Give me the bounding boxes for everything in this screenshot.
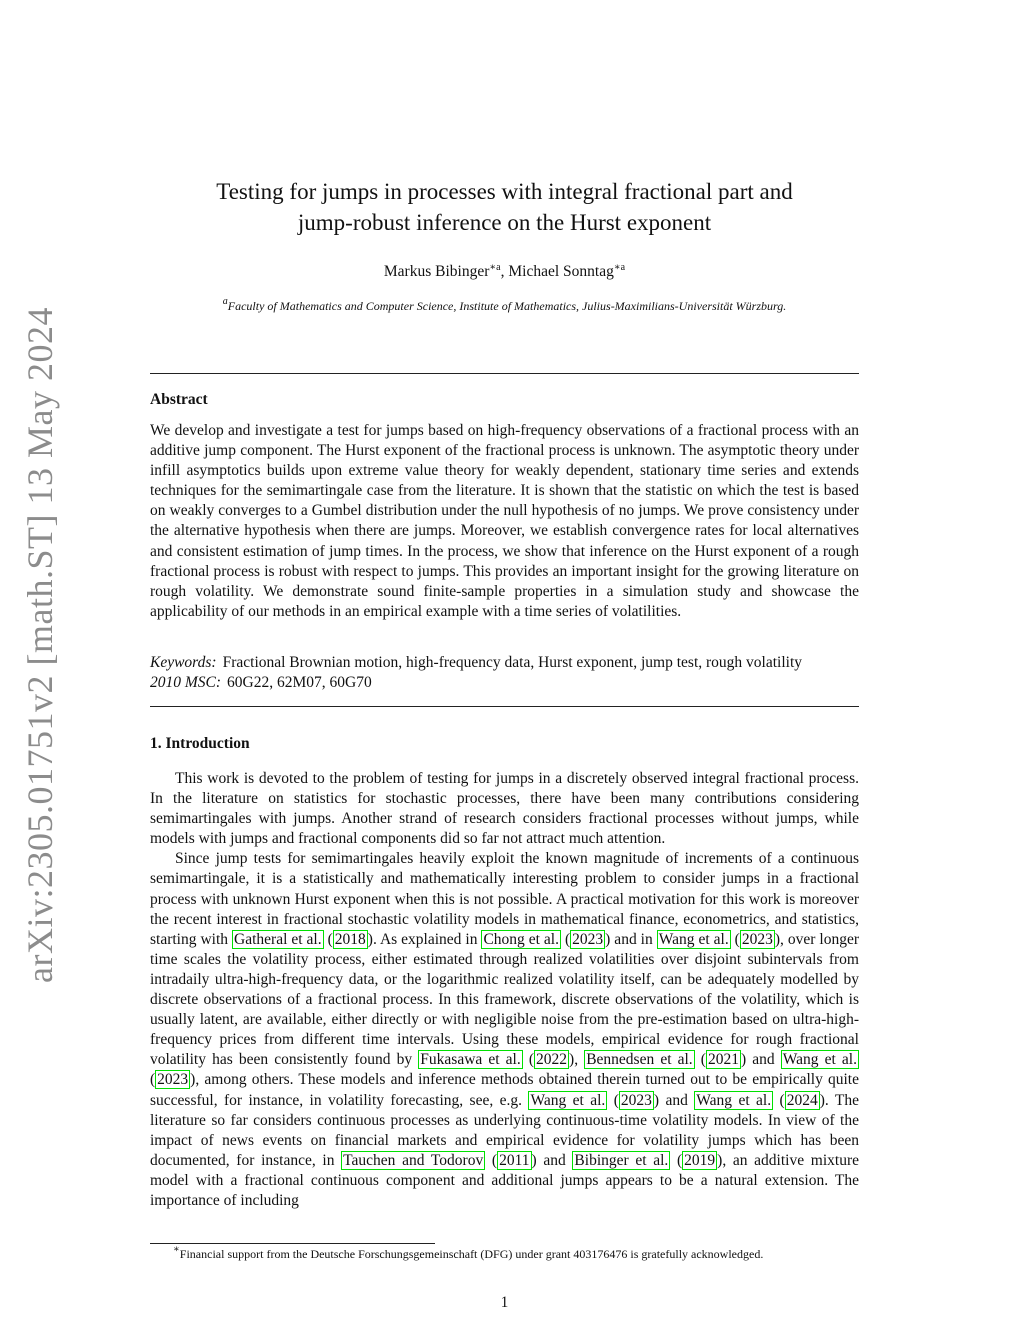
text-run: and [536,1151,573,1169]
author-2: Michael Sonntag [508,263,614,280]
arxiv-id: arXiv:2305.01751v2 [math.ST] 13 May 2024 [20,307,60,983]
citation-year-link[interactable]: 2024 [786,1091,818,1109]
intro-paragraph-1: This work is devoted to the problem of testing for jumps in a discretely observed integral fractional process. In the literature on statistics for stochastic processes, there have been many contributions considering semimartingales with jumps. Another strand of research considers fractional processes without jumps, while models with jumps and fractional components did so far not attract much attention. [150,770,859,848]
msc-text: 60G22, 62M07, 60G70 [227,674,372,692]
affiliation-mark: a [222,296,228,307]
footnote-text: Financial support from the Deutsche Forschungsgemeinschaft (DFG) under grant 403176476 is gratefully acknowledged. [179,1247,764,1261]
msc-label: 2010 MSC: [150,674,222,692]
citation-year-link[interactable]: 2022 [536,1051,568,1069]
introduction-body [150,769,859,1211]
affiliation-text: Faculty of Mathematics and Computer Science, Institute of Mathematics, Julius-Maximilians-Universität Würzburg. [227,299,787,313]
affiliation [150,298,859,314]
text-run: , an additive mixture model with a fractional continuous component and additional jumps appears to be a natural extension. The importance of including [150,1151,860,1209]
msc-line [150,673,859,693]
text-run: Since jump tests for semimartingales heavily exploit the known magnitude of increments of a continuous semimartingale, it is a statistically and mathematically interesting problem to consider jumps in a fractional process with unknown Hurst exponent when this is not possible. A practical motivation for this work is moreover the recent interest in fractional stochastic volatility models in mathematical finance, econometrics, and statistics, starting with [150,850,859,948]
author-1-marks: ∗a [489,262,501,273]
citation-year-link[interactable]: 2019 [684,1151,716,1169]
abstract-heading: Abstract [150,391,208,408]
citation-year-link[interactable]: 2023 [572,930,604,948]
text-run: . The literature so far considers continuous processes as underlying continuous-time volatility models. In view of the impact of news events on financial markets and empirical evidence for volatility jumps which has been documented, for instance, in [150,1091,859,1169]
author-separator: , [500,263,509,280]
abstract-text: We develop and investigate a test for jumps based on high-frequency observations of a fractional process with an additive jump component. The Hurst exponent of the fractional process is unknown. The asymptotic theory under infill asymptotics builds upon extreme value theory for weakly dependent, stationary time series and extends techniques for the semimartingale case from the literature. It is shown that the statistic on which the test is based on weakly converges to a Gumbel distribution under the null hypothesis of no jumps. We prove consistency under the alternative hypothesis when there are jumps. Moreover, we establish convergence rates for local alternatives and consistent estimation of jump times. In the process, we show that inference on the Hurst exponent of a rough fractional process is robust with respect to jumps. This provides an important insight for the growing literature on rough volatility. We demonstrate sound finite-sample properties in a simulation study and showcase the applicability of our methods in an empirical example with a time series of volatilities. [150,422,859,620]
citation-year-link[interactable]: 2023 [620,1091,652,1109]
keywords-text: Fractional Brownian motion, high-frequency data, Hurst exponent, jump test, rough volatility [222,654,803,671]
citation-year-link[interactable]: 2023 [741,930,773,948]
title-line-1: Testing for jumps in processes with integral fractional part and [216,179,793,204]
text-run: and [659,1091,695,1109]
text-run: , over longer time scales the volatility process, either estimated through realized volatilities over disjoint subintervals from intradaily ultra-high-frequency data, or the logarithmic realized volatility itself, can be adequately modelled by discrete observations of a fractional process. In this framework, discrete observations of the volatility, which is usually latent, are available, either directly or with negligible noise from the pre-estimation based on ultra-high-frequency prices from different time intervals. Using these models, empirical evidence for rough fractional volatility has been consistently found by [150,930,860,1069]
arxiv-stamp [9,307,71,983]
abstract-top-rule [150,373,859,374]
citation-year-link[interactable]: 2011 [499,1151,530,1169]
citation-link[interactable]: Gatheral et al. [234,930,322,948]
footnote [150,1246,859,1262]
intro-paragraph-2: Since jump tests for semimartingales heavily exploit the known magnitude of increments of a continuous semimartingale, it is a statistically and mathematically interesting problem to consider jumps in a fractional process with unknown Hurst exponent when this is not possible. A practical motivation for this work is moreover the recent interest in fractional stochastic volatility models in mathematical finance, econometrics, and statistics, starting with Gatheral et al. ( 2018 ). As explained in Chong et al. ( 2023 ) and in Wang et al. ( 2023 ), over longer time scales the volatility process, either estimated through realized volatilities over disjoint subintervals from intradaily ultra-high-frequency data, or the logarithmic realized volatility itself, can be adequately modelled by discrete observations of a fractional process. In this framework, discrete observations of the volatility, which is usually latent, are available, either directly or with negligible noise from the pre-estimation based on ultra-high-frequency prices from different time intervals. Using these models, empirical evidence for rough fractional volatility has been consistently found by Fukasawa et al. ( 2022 ), Bennedsen et al. ( 2021 ) and Wang et al. ( 2023 ), among others. These models and inference methods obtained therein turned out to be empirically quite successful, for instance, in volatility forecasting, see, e.g. Wang et al. ( 2023 ) and Wang et al. ( 2024 ). The literature so far considers continuous processes as underlying continuous-time volatility models. In view of the impact of news events on financial markets and empirical evidence for volatility jumps which has been documented, for instance, in Tauchen and Todorov ( 2011 ) and Bibinger et al. ( 2019 ), an additive mixture model with a fractional continuous component and additional jumps appears to be a natural extension. The importance of including [150,850,860,1209]
citation-link[interactable]: Wang et al. [782,1051,857,1069]
citation-link[interactable]: Wang et al. [530,1091,606,1109]
text-run: . As explained in [372,930,482,948]
title-line-2: jump-robust inference on the Hurst exponent [297,210,712,235]
citation-link[interactable]: Fukasawa et al. [420,1051,521,1069]
citation-link[interactable]: Tauchen and Todorov [343,1151,484,1169]
text-run: and [746,1051,781,1069]
authors [150,262,859,282]
citation-link[interactable]: Wang et al. [658,930,729,948]
footnote-rule [150,1243,435,1244]
citation-link[interactable]: Bibinger et al. [574,1151,669,1169]
section-heading-introduction: 1. Introduction [150,735,250,752]
citation-year-link[interactable]: 2018 [334,930,366,948]
text-run: , [574,1051,585,1069]
citation-link[interactable]: Bennedsen et al. [586,1051,693,1069]
citation-year-link[interactable]: 2021 [707,1051,739,1069]
keywords-block [150,653,859,693]
text-run: and in [610,930,657,948]
keywords-line [150,653,859,673]
author-1: Markus Bibinger [383,263,490,280]
footnote-mark: ∗ [173,1244,180,1255]
citation-link[interactable]: Wang et al. [696,1091,772,1109]
citation-link[interactable]: Chong et al. [483,930,559,948]
citation-year-link[interactable]: 2023 [157,1071,189,1089]
page-number: 1 [500,1294,509,1311]
paper-title [150,176,859,238]
author-2-marks: ∗a [613,262,626,273]
abstract-bottom-rule [150,706,859,707]
keywords-label: Keywords: [150,654,217,671]
text-run: , among others. These models and inference methods obtained therein turned out to be empirically quite successful, for instance, in volatility forecasting, see, e.g. [150,1071,859,1109]
